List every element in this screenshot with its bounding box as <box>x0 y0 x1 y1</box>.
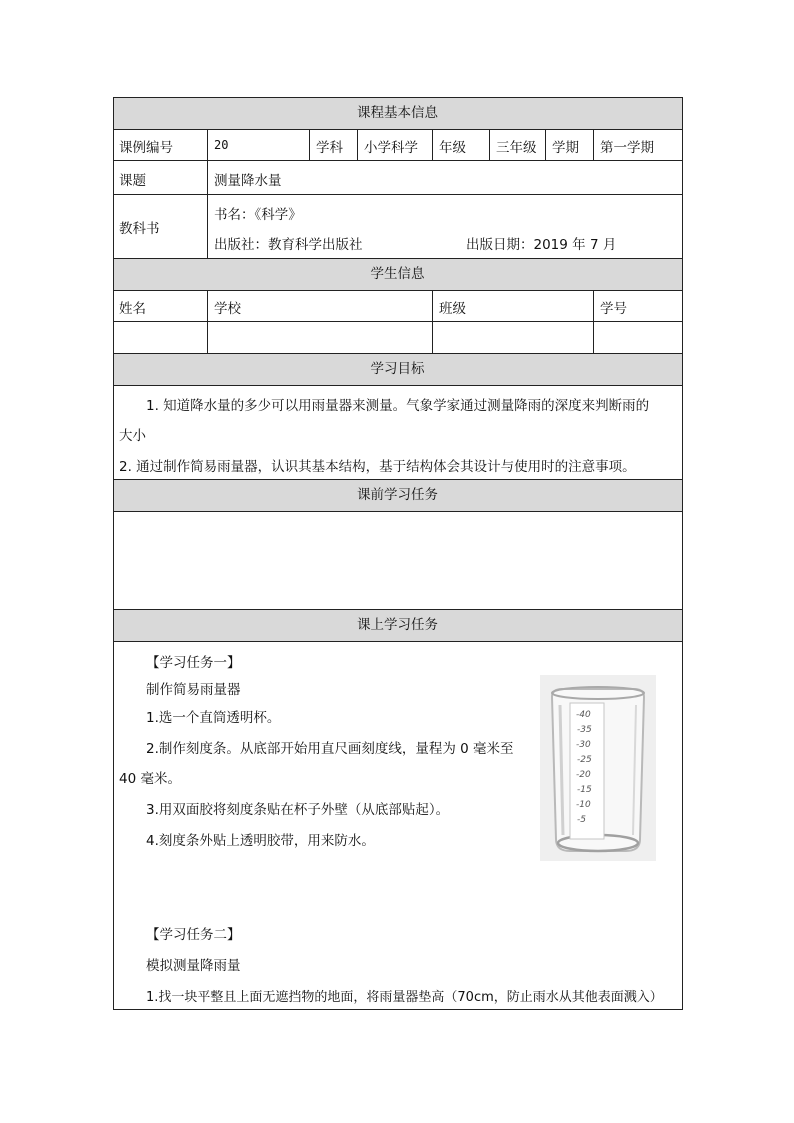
ruler-mark-10: -10 <box>576 800 591 810</box>
in-class-header-text: 课上学习任务 <box>357 617 438 633</box>
table-line <box>113 1009 683 1010</box>
table-line <box>113 479 683 480</box>
table-line <box>113 160 683 161</box>
class-label: 班级 <box>439 301 466 317</box>
table-line <box>113 194 683 195</box>
task-2-name: 模拟测量降雨量 <box>146 958 241 974</box>
table-line <box>593 129 594 160</box>
table-line <box>682 97 683 1010</box>
term-value: 第一学期 <box>600 140 654 156</box>
task-1-name: 制作简易雨量器 <box>146 682 241 698</box>
ruler-mark-15: -15 <box>577 785 592 795</box>
grade-label: 年级 <box>439 140 466 156</box>
table-line <box>545 129 546 160</box>
student-info-header <box>113 258 682 290</box>
student-id-label: 学号 <box>600 301 627 317</box>
pre-class-header-text: 课前学习任务 <box>357 487 438 503</box>
pre-class-header <box>113 479 682 511</box>
case-no-label: 课例编号 <box>119 140 173 156</box>
task-2-step-1: 1.找一块平整且上面无遮挡物的地面，将雨量器垫高（70cm，防止雨水从其他表面溅入） <box>146 990 663 1005</box>
ruler-mark-5: -5 <box>577 815 586 825</box>
table-line <box>357 129 358 160</box>
student-name-label: 姓名 <box>119 301 146 317</box>
ruler-mark-35: -35 <box>577 725 592 735</box>
course-info-header <box>113 97 682 129</box>
ruler-mark-20: -20 <box>576 770 591 780</box>
task-2-title: 【学习任务二】 <box>146 927 241 943</box>
table-line <box>113 97 683 98</box>
task-1-step-1: 1.选一个直筒透明杯。 <box>146 710 281 726</box>
table-line <box>113 511 683 512</box>
table-line <box>113 609 683 610</box>
table-line <box>113 129 683 130</box>
textbook-label: 教科书 <box>119 221 160 237</box>
course-info-header-text: 课程基本信息 <box>357 105 438 121</box>
ruler-mark-30: -30 <box>576 740 591 750</box>
publish-date: 出版日期：2019 年 7 月 <box>466 237 617 253</box>
term-label: 学期 <box>552 140 579 156</box>
case-no-value: 20 <box>214 138 229 152</box>
in-class-header <box>113 609 682 641</box>
table-line <box>113 97 114 1010</box>
subject-value: 小学科学 <box>364 140 418 156</box>
task-1-step-3: 3.用双面胶将刻度条贴在杯子外壁（从底部贴起）。 <box>146 802 450 818</box>
table-line <box>113 321 683 322</box>
table-line <box>489 129 490 160</box>
grade-value: 三年级 <box>496 140 537 156</box>
objectives-header <box>113 353 682 385</box>
objective-2: 2. 通过制作简易雨量器，认识其基本结构，基于结构体会其设计与使用时的注意事项。 <box>119 459 636 475</box>
table-line <box>309 129 310 160</box>
school-label: 学校 <box>214 301 241 317</box>
book-name: 书名：《科学》 <box>214 207 302 223</box>
ruler-mark-25: -25 <box>577 755 592 765</box>
task-1-step-2b: 40 毫米。 <box>119 771 181 787</box>
table-line <box>207 129 208 258</box>
topic-label: 课题 <box>119 173 146 189</box>
rain-gauge-photo <box>540 675 656 861</box>
table-line <box>207 290 208 353</box>
table-line <box>113 353 683 354</box>
table-line <box>113 258 683 259</box>
objectives-header-text: 学习目标 <box>370 361 425 377</box>
publisher: 出版社：教育科学出版社 <box>214 237 363 253</box>
rain-gauge-illustration <box>540 675 656 861</box>
table-line <box>432 290 433 353</box>
subject-label: 学科 <box>316 140 343 156</box>
objective-1-line-2: 大小 <box>119 428 146 444</box>
task-1-step-4: 4.刻度条外贴上透明胶带，用来防水。 <box>146 833 375 849</box>
table-line <box>113 290 683 291</box>
table-line <box>113 385 683 386</box>
objective-1-line-1: 1. 知道降水量的多少可以用雨量器来测量。气象学家通过测量降雨的深度来判断雨的 <box>146 398 650 414</box>
task-1-title: 【学习任务一】 <box>146 655 241 671</box>
task-1-step-2a: 2.制作刻度条。从底部开始用直尺画刻度线，量程为 0 毫米至 <box>146 741 514 757</box>
topic-value: 测量降水量 <box>214 173 282 189</box>
table-line <box>432 129 433 160</box>
table-line <box>113 641 683 642</box>
table-line <box>593 290 594 353</box>
ruler-mark-40: -40 <box>576 710 591 720</box>
student-info-header-text: 学生信息 <box>370 266 425 282</box>
